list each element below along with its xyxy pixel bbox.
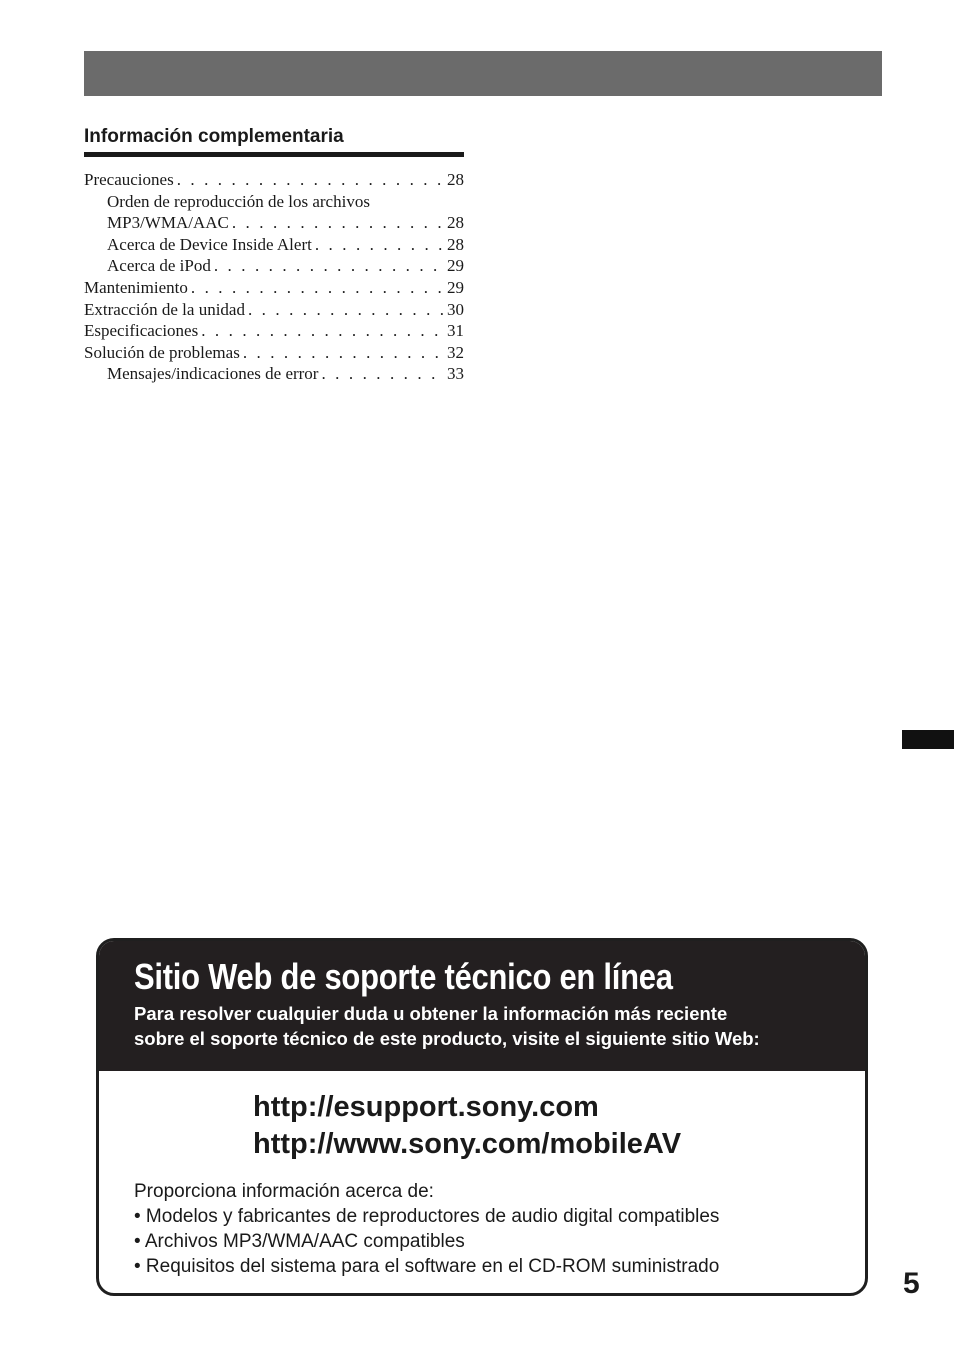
toc-leader-dots	[191, 277, 444, 299]
toc-entry-page: 32	[447, 342, 464, 362]
toc-leader-dots	[248, 299, 444, 321]
support-box-header	[99, 941, 865, 1071]
toc-entry-title: Especificaciones	[84, 321, 199, 341]
support-lead: Proporciona información acerca de:	[134, 1181, 434, 1202]
toc-entry-title: Mantenimiento	[84, 277, 188, 297]
toc-entry-page: 29	[447, 277, 464, 297]
toc-entry-page: 28	[447, 234, 464, 254]
toc-entry-mantenimiento[interactable]	[84, 277, 464, 299]
toc-entry-mp3-wma-aac[interactable]	[84, 212, 464, 234]
toc-entry-title: MP3/WMA/AAC	[107, 213, 229, 233]
toc-entry-title: Solución de problemas	[84, 342, 240, 362]
toc-entry-page: 31	[447, 321, 464, 341]
toc-leader-dots	[243, 342, 444, 364]
toc-entry-page: 28	[447, 170, 464, 189]
mobileav-url-link[interactable]: http://www.sony.com/mobileAV	[253, 1128, 682, 1160]
support-intro-line: sobre el soporte técnico de este producto, visite el siguiente sitio Web:	[134, 1028, 760, 1049]
toc-entry-title: Extracción de la unidad	[84, 299, 245, 319]
toc-entry-page: 33	[447, 364, 464, 384]
toc-entry-solucion-problemas[interactable]	[84, 342, 464, 364]
support-urls	[253, 1089, 681, 1163]
toc-leader-dots	[321, 363, 444, 385]
toc-entry-page: 30	[447, 299, 464, 319]
page-number: 5	[903, 1267, 920, 1300]
toc-entry-especificaciones[interactable]	[84, 320, 464, 342]
toc-entry-precauciones[interactable]	[84, 169, 464, 191]
toc-entry-title: Orden de reproducción de los archivos	[107, 191, 370, 211]
language-side-tab	[902, 730, 954, 749]
toc-entry-extraccion[interactable]	[84, 299, 464, 321]
support-title: Sitio Web de soporte técnico en línea	[134, 956, 673, 997]
toc-leader-dots	[315, 234, 444, 256]
toc-leader-dots	[214, 255, 444, 277]
toc-leader-dots	[201, 320, 444, 342]
support-intro-line: Para resolver cualquier duda u obtener la información más reciente	[134, 1003, 728, 1024]
toc-entry-device-inside-alert[interactable]	[84, 234, 464, 256]
toc-entry-page: 29	[447, 256, 464, 276]
support-intro	[134, 1001, 865, 1051]
bullet-item: • Requisitos del sistema para el software en el CD-ROM suministrado	[134, 1256, 720, 1277]
toc-entry-page: 28	[447, 213, 464, 233]
support-website-box	[96, 938, 868, 1296]
table-of-contents	[84, 169, 464, 385]
bullet-item: • Archivos MP3/WMA/AAC compatibles	[134, 1231, 465, 1252]
toc-entry-orden-reproduccion[interactable]	[84, 191, 464, 213]
toc-entry-mensajes-error[interactable]	[84, 363, 464, 385]
toc-entry-title: Acerca de iPod	[107, 256, 211, 276]
toc-entry-title: Mensajes/indicaciones de error	[107, 364, 319, 384]
toc-entry-title: Acerca de Device Inside Alert	[107, 234, 312, 254]
esupport-url-link[interactable]: http://esupport.sony.com	[253, 1091, 599, 1123]
toc-entry-acerca-ipod[interactable]	[84, 255, 464, 277]
toc-leader-dots	[232, 212, 444, 234]
support-description	[134, 1179, 719, 1279]
toc-leader-dots	[177, 169, 444, 191]
toc-entry-title: Precauciones	[84, 170, 174, 189]
header-bar	[84, 51, 882, 96]
bullet-item: • Modelos y fabricantes de reproductores de audio digital compatibles	[134, 1206, 720, 1227]
section-title: Información complementaria	[84, 126, 464, 157]
